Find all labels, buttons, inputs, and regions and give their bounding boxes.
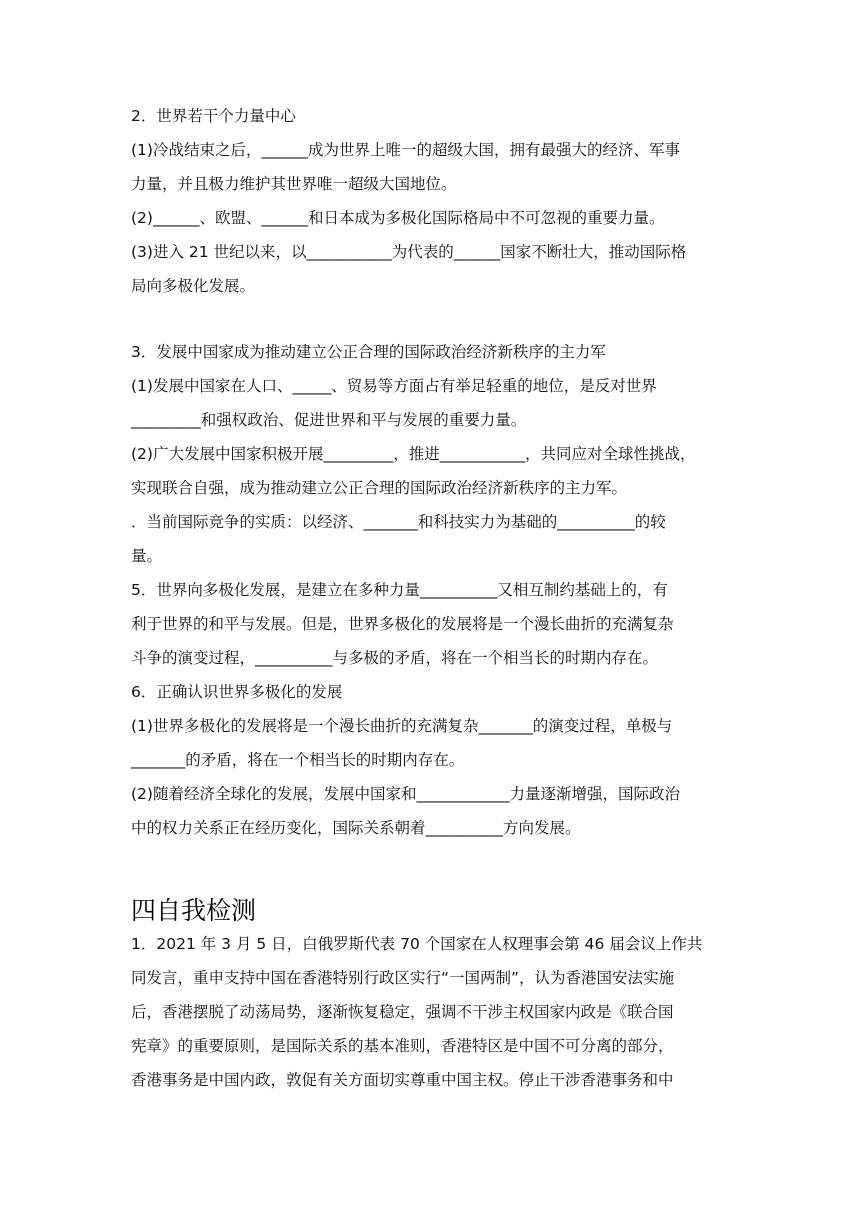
text-line: 局向多极化发展。	[131, 277, 256, 295]
text-line: (3)进入 21 世纪以来，以___________为代表的______国家不断壮大，推动国际格	[131, 243, 687, 261]
section-6-title: 6．正确认识世界多极化的发展	[131, 683, 343, 701]
text-line: 利于世界的和平与发展。但是，世界多极化的发展将是一个漫长曲折的充满复杂	[131, 615, 674, 633]
text-line: (2)广大发展中国家积极开展_________，推进___________，共同应对全球性挑战，	[131, 445, 696, 463]
section-3-title: 3．发展中国家成为推动建立公正合理的国际政治经济新秩序的主力军	[131, 343, 606, 361]
text-line: 斗争的演变过程，__________与多极的矛盾，将在一个相当长的时期内存在。	[131, 649, 659, 667]
text-line: ．当前国际竞争的实质：以经济、_______和科技实力为基础的__________的较	[131, 513, 666, 531]
text-line: (2)______、欧盟、______和日本成为多极化国际格局中不可忽视的重要力量。	[131, 209, 665, 227]
text-line: (1)冷战结束之后，______成为世界上唯一的超级大国，拥有最强大的经济、军事	[131, 141, 680, 159]
question-line: 后，香港摆脱了动荡局势，逐渐恢复稳定，强调不干涉主权国家内政是《联合国	[131, 1003, 674, 1021]
text-line: _________和强权政治、促进世界和平与发展的重要力量。	[131, 411, 527, 429]
text-line: 力量，并且极力维护其世界唯一超级大国地位。	[131, 175, 457, 193]
section-2-title: 2．世界若干个力量中心	[131, 107, 296, 125]
question-line: 香港事务是中国内政，敦促有关方面切实尊重中国主权。停止干涉香港事务和中	[131, 1071, 674, 1089]
question-line: 1．2021 年 3 月 5 日，白俄罗斯代表 70 个国家在人权理事会第 46 届会议上作共	[131, 935, 703, 953]
section-heading: 四自我检测	[131, 896, 257, 925]
text-line: (2)随着经济全球化的发展，发展中国家和____________力量逐渐增强，国际政治	[131, 785, 680, 803]
text-line: 中的权力关系正在经历变化，国际关系朝着__________方向发展。	[131, 819, 581, 837]
text-line: 实现联合自强，成为推动建立公正合理的国际政治经济新秩序的主力军。	[131, 479, 628, 497]
text-line: (1)发展中国家在人口、_____、贸易等方面占有举足轻重的地位，是反对世界	[131, 377, 657, 395]
text-line: 量。	[131, 547, 163, 565]
text-line: (1)世界多极化的发展将是一个漫长曲折的充满复杂_______的演变过程，单极与	[131, 717, 673, 735]
question-line: 宪章》的重要原则，是国际关系的基本准则，香港特区是中国不可分离的部分，	[131, 1037, 674, 1055]
text-line: 5．世界向多极化发展，是建立在多种力量__________又相互制约基础上的，有	[131, 581, 668, 599]
text-line: _______的矛盾，将在一个相当长的时期内存在。	[131, 751, 465, 769]
question-line: 同发言，重申支持中国在香港特别行政区实行“一国两制”，认为香港国安法实施	[131, 969, 675, 987]
